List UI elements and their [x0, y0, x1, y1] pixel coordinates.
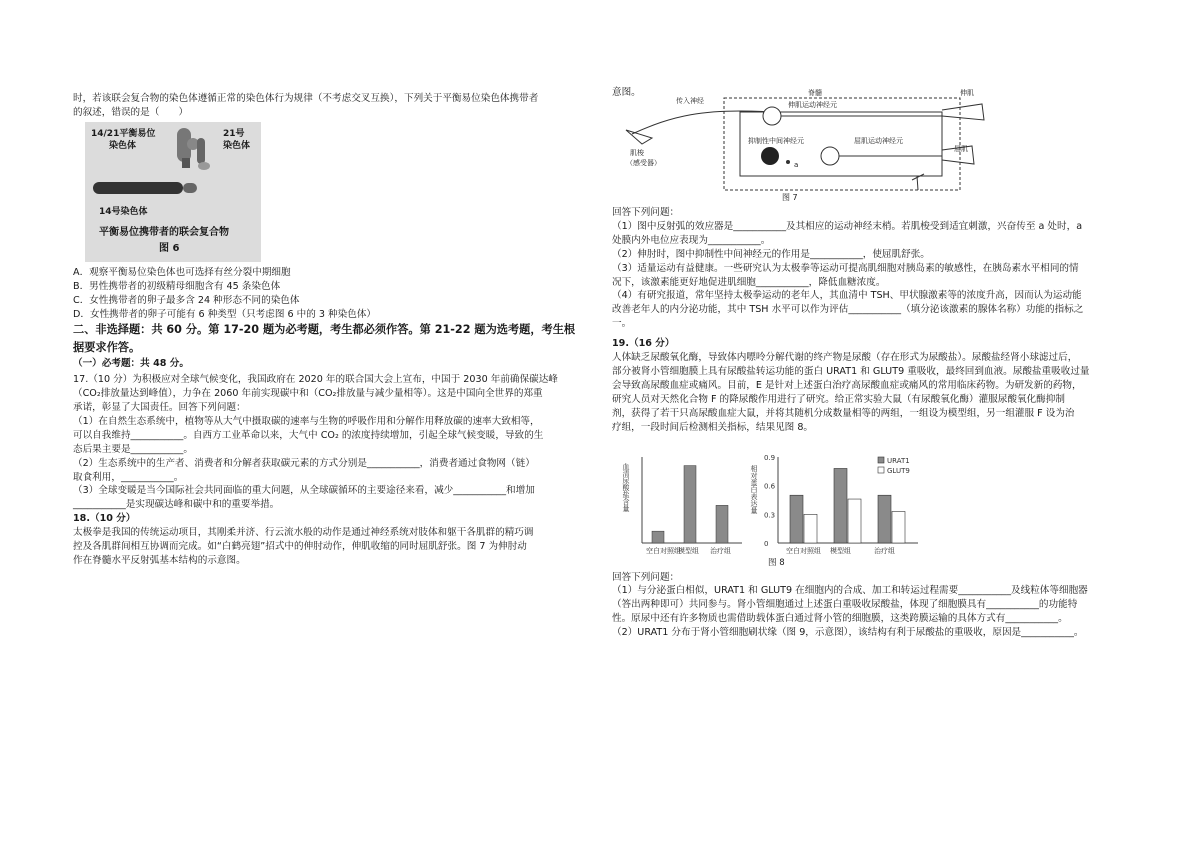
q18-sub-line: 一。	[612, 318, 632, 330]
question-18-stem	[73, 526, 591, 568]
q19-sub-line: 性。原尿中还有许多物质也需借助载体蛋白通过肾小管的细胞膜，这类跨膜运输的具体方式有___________。	[612, 613, 1068, 625]
q19-line: 人体缺乏尿酸氧化酶，导致体内嘌呤分解代谢的终产物是尿酸（存在形式为尿酸盐）。尿酸盐经肾小球滤过后，	[612, 352, 1078, 364]
q18-line: 控及各肌群间相互协调而完成。如“白鹤亮翅”招式中的伸肘动作，伸肌收缩的同时屈肌舒张。图 7 为伸肘动	[73, 541, 527, 553]
figure-8	[618, 443, 938, 571]
chart2-bar-urat1	[878, 495, 891, 543]
fig6-label-2: 染色体	[109, 140, 137, 151]
q19-line: 研究人员对天然化合物 F 的降尿酸作用进行了研究。给正常实验大鼠（有尿酸氧化酶）灌服尿酸氧化酶抑制	[612, 393, 1065, 405]
chart1-x-tick: 空白对照组	[646, 546, 681, 555]
fig7-label-motor2: 屈肌运动神经元	[854, 137, 903, 145]
chart2-bar-glut9	[804, 514, 817, 543]
chart2-x-tick: 空白对照组	[786, 546, 821, 555]
q17-line: （3）全球变暖是当今国际社会共同面临的重大问题，从全球碳循环的主要途径来看，减少___________和增加	[73, 485, 535, 497]
option-a: A．观察平衡易位染色体也可选择有丝分裂中期细胞	[73, 266, 291, 278]
chart2-bar-urat1	[790, 495, 803, 543]
q19-line: 会导致高尿酸血症或痛风。目前，E 是针对上述蛋白治疗高尿酸血症或痛风的常用临床药物。为研发新的药物，	[612, 379, 1082, 391]
q19-sub-line: （答出两种即可）共同参与。肾小管细胞通过上述蛋白重吸收尿酸盐，体现了细胞膜具有___________的功能特	[612, 599, 1078, 611]
chart1-x-tick: 治疗组	[710, 546, 731, 555]
figure-8-chart	[618, 443, 938, 559]
q19-title: 19.（16 分）	[612, 338, 675, 350]
q19-line: 剂，获得了若干只高尿酸血症大鼠，并将其随机分成数量相等的两组，一组设为模型组，另一组灌服 F 设为治	[612, 407, 1075, 419]
fig6-caption: 图 6	[159, 242, 180, 254]
question-19-stem	[612, 351, 1132, 434]
q17-line: 17.（10 分）为积极应对全球气候变化，我国政府在 2020 年的联合国大会上宣布，中国于 2030 年前确保碳达峰	[73, 374, 558, 386]
q17-line: 态后果主要是___________。	[73, 443, 193, 455]
legend-swatch-urat1	[878, 457, 884, 463]
q19-line: 疗组，一段时间后检测相关指标，结果见图 8。	[612, 421, 814, 433]
q17-line: （2）生态系统中的生产者、消费者和分解者获取碳元素的方式分别是___________，消费者通过食物网（链）	[73, 457, 535, 469]
chart2-bar-glut9	[892, 511, 905, 543]
q19-sub-line: 回答下列问题：	[612, 571, 680, 583]
chart2-y-tick: 0	[764, 539, 769, 548]
fig7-label-a: a	[794, 161, 799, 169]
chart1-bar	[716, 505, 728, 543]
chart2-bar-urat1	[834, 468, 847, 543]
q17-line: 取食利用，___________。	[73, 471, 184, 483]
option-c: C．女性携带者的卵子最多含 24 种形态不同的染色体	[73, 294, 300, 306]
chart1-bar	[684, 465, 696, 542]
q18-sub-line: （3）适量运动有益健康。一些研究认为太极拳等运动可提高肌细胞对胰岛素的敏感性，在胰岛素水平相同的情	[612, 262, 1079, 274]
fig7-label-receptor: 肌梭	[630, 149, 644, 157]
legend-label-glut9: GLUT9	[887, 466, 910, 475]
legend-swatch-glut9	[878, 467, 884, 473]
q17-line: ___________是实现碳达峰和碳中和的重要举措。	[73, 499, 280, 511]
chart2-x-tick: 治疗组	[874, 546, 895, 555]
right-column	[612, 87, 1132, 640]
q17-line: 可以自我维持___________。自西方工业革命以来，大气中 CO₂ 的浓度持续增加，引起全球气候变暖，导致的生	[73, 429, 544, 441]
fig7-intro: 意图。	[612, 87, 641, 98]
q17-line: （1）在自然生态系统中，植物等从大气中摄取碳的速率与生物的呼吸作用和分解作用释放碳的速率大致相等，	[73, 415, 540, 427]
q18-sub-line: 改善老年人的内分泌功能，其中 TSH 水平可以作为评估___________（填分泌该激素的腺体名称）功能的指标之	[612, 304, 1084, 316]
fig6-label-3: 21号	[223, 128, 245, 139]
section-2-heading: 二、非选择题：共 60 分。第 17-20 题为必考题，考生都必须作答。第 21-22 题为选考题，考生根	[73, 323, 576, 337]
q18-sub-line: （4）有研究报道，常年坚持太极拳运动的老年人，其血清中 TSH、甲状腺激素等的浓度升高，因而认为运动能	[612, 290, 1082, 302]
intro-line-2: 的叙述，错误的是（ ）	[73, 106, 189, 118]
q18-sub-line: （2）伸肘时，图中抑制性中间神经元的作用是___________，使屈肌舒张。	[612, 248, 930, 260]
chart2-ylabel: 相对蛋白表达量	[750, 464, 758, 514]
chart2-y-tick: 0.6	[764, 482, 776, 491]
option-b: B．男性携带者的初级精母细胞含有 45 条染色体	[73, 280, 281, 292]
q19-sub-line: （1）与分泌蛋白相似，URAT1 和 GLUT9 在细胞内的合成、加工和转运过程需要___________及线粒体等细胞器	[612, 585, 1088, 597]
q18-sub-line: 况下，该激素能更好地促进肌细胞___________，降低血糖浓度。	[612, 276, 886, 288]
section-2-heading-cont: 据要求作答。	[73, 341, 141, 355]
chart1-bar	[652, 531, 664, 543]
fig6-title: 平衡易位携带者的联会复合物	[99, 226, 229, 238]
chart2-x-tick: 模型组	[830, 546, 851, 555]
fig7-label-extensor: 伸肌	[960, 89, 974, 97]
q19-line: 部分被肾小管细胞膜上具有尿酸盐转运功能的蛋白 URAT1 和 GLUT9 重吸收，最终回到血液。尿酸盐重吸收过量	[612, 365, 1090, 377]
fig8-caption: 图 8	[768, 557, 785, 568]
q18-sub-line: 回答下列问题：	[612, 207, 680, 218]
chart2-bar-glut9	[848, 499, 861, 543]
q18-line: 作在脊髓水平反射弧基本结构的示意图。	[73, 554, 246, 566]
fig6-label-1: 14/21平衡易位	[91, 128, 156, 139]
q18-line: 太极拳是我国的传统运动项目，其刚柔并济、行云流水般的动作是通过神经系统对肢体和躯干各肌群的精巧调	[73, 527, 534, 539]
fig7-label-flexor: 屈肌	[954, 145, 968, 153]
q17-line: 承诺，彰显了大国责任。回答下列问题：	[73, 402, 246, 413]
chart1-x-tick: 模型组	[678, 546, 699, 555]
fig6-label-4: 染色体	[223, 140, 251, 151]
section-required-heading: （一）必考题：共 48 分。	[73, 358, 189, 370]
q19-sub-line: （2）URAT1 分布于肾小管细胞刷状缘（图 9，示意图），该结构有利于尿酸盐的重吸收，原因是___________。	[612, 627, 1084, 639]
fig7-label-motor1: 伸肌运动神经元	[788, 101, 837, 109]
chart2-y-tick: 0.3	[764, 510, 776, 519]
left-column	[73, 92, 591, 568]
figure-7	[612, 86, 992, 206]
fig7-label-sensory: 传入神经	[676, 97, 704, 105]
fig6-label-5: 14号染色体	[99, 206, 148, 217]
question-18-subquestions	[612, 206, 1132, 331]
q17-line: （CO₂排放量达到峰值），力争在 2060 年前实现碳中和（CO₂排放量与减少量相等）。这是中国向全世界的郑重	[73, 388, 543, 400]
figure-6	[85, 122, 261, 262]
fig7-label-inter: 抑制性中间神经元	[748, 137, 804, 145]
fig7-caption: 图 7	[782, 193, 798, 202]
fig7-label-receptor2: （感受器）	[626, 159, 661, 167]
question-19-subquestions	[612, 571, 1132, 641]
question-17	[73, 373, 591, 512]
q18-sub-line: （1）图中反射弧的效应器是___________及其相应的运动神经末梢。若肌梭受到适宜刺激，兴奋传至 a 处时，a	[612, 220, 1083, 232]
q18-title: 18.（10 分）	[73, 513, 136, 525]
chart1-ylabel: 血清尿酸盐含量	[622, 462, 630, 512]
fig7-label-spinal: 脊髓	[808, 89, 822, 97]
q18-sub-line: 处膜内外电位应表现为___________。	[612, 234, 771, 246]
legend-label-urat1: URAT1	[887, 456, 910, 465]
option-d: D．女性携带者的卵子可能有 6 种类型（只考虑图 6 中的 3 种染色体）	[73, 308, 377, 320]
chart2-y-tick: 0.9	[764, 453, 776, 462]
intro-line-1: 时，若该联会复合物的染色体遵循正常的染色体行为规律（不考虑交叉互换），下列关于平衡易位染色体携带者	[73, 93, 539, 104]
